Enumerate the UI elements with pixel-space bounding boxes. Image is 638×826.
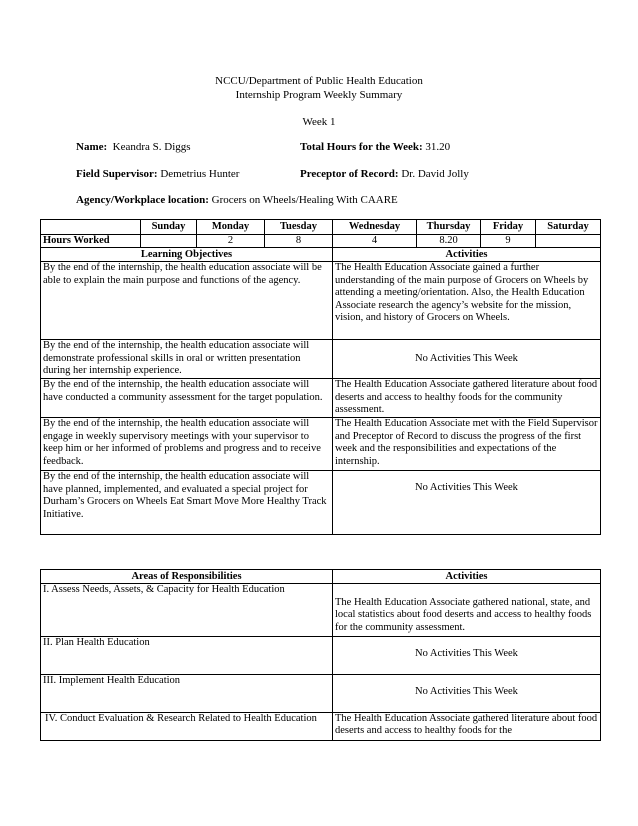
table-row [41,675,601,713]
objectives-header-row [41,248,601,262]
activity-cell: No Activities This Week [333,471,601,535]
hours-value: 31.20 [425,141,451,153]
hours-cell: 8.20 [417,235,481,248]
responsibilities-header-row [41,570,601,584]
activity-cell: The Health Education Associate gathered literature about food deserts and access to healthy foods for the community assessment. [333,379,601,418]
hours-label: Total Hours for the Week: [300,141,423,153]
table-row [41,262,601,340]
hours-worked-label: Hours Worked [41,235,141,248]
supervisor-value: Demetrius Hunter [160,168,240,180]
preceptor-value: Dr. David Jolly [401,168,469,180]
week-label: Week 1 [302,116,336,128]
day-header: Thursday [417,220,481,235]
table-row [41,418,601,471]
activity-cell: No Activities This Week [333,675,601,713]
hours-line [300,140,450,154]
agency-value: Grocers on Wheels/Healing With CAARE [211,194,398,206]
activity-cell: The Health Education Associate gathered literature about food deserts and access to healthy foods for the [333,713,601,741]
activity-cell: The Health Education Associate met with the Field Supervisor and Preceptor of Record to discuss the progress of the first week and the responsibilities and expectations of the internship. [333,418,601,471]
supervisor-label: Field Supervisor: [76,168,158,180]
header-line-1: NCCU/Department of Public Health Education [215,75,423,87]
hours-cell [141,235,197,248]
activity-cell: The Health Education Associate gathered national, state, and local statistics about food deserts and access to healthy foods for the community assessment. [333,584,601,637]
day-header: Saturday [536,220,601,235]
weekly-summary-table [40,219,601,535]
days-header-row [41,220,601,235]
table-row [41,584,601,637]
day-header: Sunday [141,220,197,235]
table-row [41,471,601,535]
areas-column-header: Areas of Responsibilities [41,570,333,584]
activity-cell: No Activities This Week [333,340,601,379]
area-cell: I. Assess Needs, Assets, & Capacity for Health Education [41,584,333,637]
hours-worked-row [41,235,601,248]
responsibilities-table [40,569,601,741]
day-header: Tuesday [265,220,333,235]
area-cell: III. Implement Health Education [41,675,333,713]
table-row [41,637,601,675]
header-line-2: Internship Program Weekly Summary [235,89,403,101]
objective-cell: By the end of the internship, the health education associate will have planned, implemented, and evaluated a special project for Durham’s Grocers on Wheels Eat Smart Move More Healthy Track Initiative. [41,471,333,535]
activity-cell: No Activities This Week [333,637,601,675]
name-label: Name: [76,141,108,153]
day-header: Friday [481,220,536,235]
table-row [41,340,601,379]
area-text: IV. Conduct Evaluation & Research Related to Health Education [45,713,317,724]
table-row [41,713,601,741]
name-line [76,140,191,154]
hours-cell [536,235,601,248]
supervisor-line [76,167,239,181]
activities-column-header: Activities [333,248,601,262]
objective-cell: By the end of the internship, the health education associate will engage in weekly supervisory meetings with your supervisor to keep him or her informed of problems and progress and to receive feedback. [41,418,333,471]
agency-line [76,193,398,207]
hours-cell: 8 [265,235,333,248]
objective-cell: By the end of the internship, the health education associate will have conducted a community assessment for the target population. [41,379,333,418]
area-cell [41,713,333,741]
day-header: Wednesday [333,220,417,235]
objective-cell: By the end of the internship, the health education associate will be able to explain the main purpose and functions of the agency. [41,262,333,340]
activity-cell: The Health Education Associate gained a further understanding of the main purpose of Grocers on Wheels by attending a meeting/orientation. Also, the Health Education Associate research the agency’s website for the mission, vision, and history of Grocers on Wheels. [333,262,601,340]
hours-cell: 2 [197,235,265,248]
hours-cell: 9 [481,235,536,248]
preceptor-label: Preceptor of Record: [300,168,399,180]
preceptor-line [300,167,469,181]
activities-column-header: Activities [333,570,601,584]
hours-cell: 4 [333,235,417,248]
agency-label: Agency/Workplace location: [76,194,209,206]
blank-header-cell [41,220,141,235]
objective-cell: By the end of the internship, the health education associate will demonstrate professional skills in oral or written presentation during her internship experience. [41,340,333,379]
area-cell: II. Plan Health Education [41,637,333,675]
day-header: Monday [197,220,265,235]
table-row [41,379,601,418]
objectives-column-header: Learning Objectives [41,248,333,262]
name-value: Keandra S. Diggs [112,141,191,153]
